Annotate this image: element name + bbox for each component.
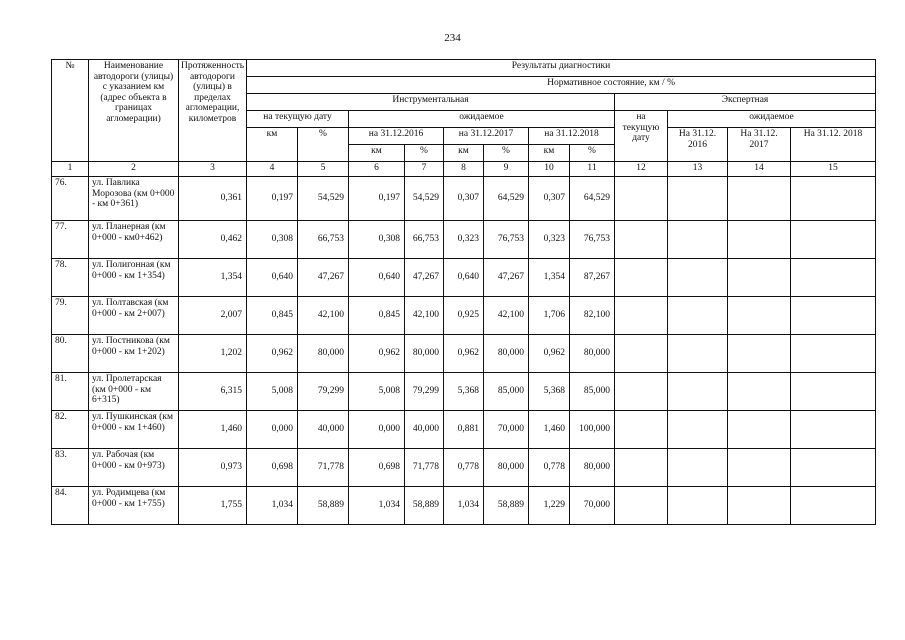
value-cell: 80,000 xyxy=(484,335,529,373)
header-date-2018: на 31.12.2018 xyxy=(529,128,615,145)
value-cell: 0,307 xyxy=(529,177,570,221)
column-number: 9 xyxy=(484,162,529,177)
table-body xyxy=(52,177,876,525)
empty-expert-cell xyxy=(668,221,728,259)
value-cell: 47,267 xyxy=(405,259,444,297)
value-cell: 1,706 xyxy=(529,297,570,335)
value-cell: 1,354 xyxy=(529,259,570,297)
empty-expert-cell xyxy=(728,259,791,297)
column-number-row xyxy=(52,162,876,177)
row-number: 84. xyxy=(52,487,89,525)
value-cell: 64,529 xyxy=(570,177,615,221)
row-number: 76. xyxy=(52,177,89,221)
value-cell: 0,000 xyxy=(349,411,405,449)
road-length: 0,361 xyxy=(179,177,247,221)
column-number: 4 xyxy=(247,162,298,177)
value-cell: 0,307 xyxy=(444,177,484,221)
column-number: 12 xyxy=(615,162,668,177)
value-cell: 85,000 xyxy=(570,373,615,411)
value-cell: 0,640 xyxy=(349,259,405,297)
empty-expert-cell xyxy=(668,335,728,373)
value-cell: 0,323 xyxy=(529,221,570,259)
column-number: 7 xyxy=(405,162,444,177)
road-length: 1,354 xyxy=(179,259,247,297)
empty-expert-cell xyxy=(728,221,791,259)
empty-expert-cell xyxy=(615,177,668,221)
table-row xyxy=(52,221,876,259)
value-cell: 64,529 xyxy=(484,177,529,221)
value-cell: 76,753 xyxy=(484,221,529,259)
empty-expert-cell xyxy=(791,411,876,449)
empty-expert-cell xyxy=(791,487,876,525)
road-name: ул. Рабочая (км 0+000 - км 0+973) xyxy=(89,449,179,487)
header-exp-2016: На 31.12. 2016 xyxy=(668,128,728,162)
value-cell: 0,778 xyxy=(444,449,484,487)
empty-expert-cell xyxy=(791,373,876,411)
row-number: 78. xyxy=(52,259,89,297)
empty-expert-cell xyxy=(615,373,668,411)
empty-expert-cell xyxy=(791,449,876,487)
road-length: 0,973 xyxy=(179,449,247,487)
value-cell: 0,845 xyxy=(349,297,405,335)
empty-expert-cell xyxy=(668,177,728,221)
empty-expert-cell xyxy=(728,411,791,449)
value-cell: 80,000 xyxy=(405,335,444,373)
column-number: 2 xyxy=(89,162,179,177)
value-cell: 71,778 xyxy=(298,449,349,487)
value-cell: 80,000 xyxy=(484,449,529,487)
value-cell: 80,000 xyxy=(298,335,349,373)
header-current-date: на текущую дату xyxy=(247,111,349,128)
value-cell: 5,368 xyxy=(444,373,484,411)
value-cell: 80,000 xyxy=(570,449,615,487)
value-cell: 42,100 xyxy=(484,297,529,335)
empty-expert-cell xyxy=(791,297,876,335)
value-cell: 1,229 xyxy=(529,487,570,525)
header-pct: % xyxy=(570,145,615,162)
header-expert: Экспертная xyxy=(615,94,876,111)
empty-expert-cell xyxy=(615,259,668,297)
value-cell: 80,000 xyxy=(570,335,615,373)
value-cell: 58,889 xyxy=(405,487,444,525)
value-cell: 70,000 xyxy=(484,411,529,449)
column-number: 10 xyxy=(529,162,570,177)
value-cell: 54,529 xyxy=(405,177,444,221)
column-number: 3 xyxy=(179,162,247,177)
header-expected: ожидаемое xyxy=(349,111,615,128)
road-name: ул. Планерная (км 0+000 - км0+462) xyxy=(89,221,179,259)
value-cell: 0,845 xyxy=(247,297,298,335)
table-row xyxy=(52,259,876,297)
road-name: ул. Полигонная (км 0+000 - км 1+354) xyxy=(89,259,179,297)
value-cell: 0,925 xyxy=(444,297,484,335)
value-cell: 100,000 xyxy=(570,411,615,449)
value-cell: 79,299 xyxy=(298,373,349,411)
empty-expert-cell xyxy=(728,487,791,525)
road-length: 6,315 xyxy=(179,373,247,411)
row-number: 79. xyxy=(52,297,89,335)
header-current-date-expert: на текущую дату xyxy=(615,111,668,162)
value-cell: 40,000 xyxy=(298,411,349,449)
value-cell: 0,962 xyxy=(529,335,570,373)
table-row xyxy=(52,411,876,449)
empty-expert-cell xyxy=(668,449,728,487)
value-cell: 0,698 xyxy=(247,449,298,487)
empty-expert-cell xyxy=(615,335,668,373)
column-number: 8 xyxy=(444,162,484,177)
header-pct: % xyxy=(405,145,444,162)
table-row xyxy=(52,449,876,487)
road-name: ул. Постникова (км 0+000 - км 1+202) xyxy=(89,335,179,373)
empty-expert-cell xyxy=(615,411,668,449)
value-cell: 47,267 xyxy=(298,259,349,297)
empty-expert-cell xyxy=(668,411,728,449)
column-number: 13 xyxy=(668,162,728,177)
header-km: км xyxy=(444,145,484,162)
value-cell: 0,308 xyxy=(349,221,405,259)
road-name: ул. Полтавская (км 0+000 - км 2+007) xyxy=(89,297,179,335)
header-results: Результаты диагностики xyxy=(247,60,876,77)
empty-expert-cell xyxy=(615,487,668,525)
header-pct: % xyxy=(484,145,529,162)
road-name: ул. Павлика Морозова (км 0+000 - км 0+361) xyxy=(89,177,179,221)
table-header xyxy=(52,60,876,177)
column-number: 6 xyxy=(349,162,405,177)
value-cell: 40,000 xyxy=(405,411,444,449)
value-cell: 79,299 xyxy=(405,373,444,411)
header-date-2016: на 31.12.2016 xyxy=(349,128,444,145)
empty-expert-cell xyxy=(668,297,728,335)
column-number: 5 xyxy=(298,162,349,177)
value-cell: 0,323 xyxy=(444,221,484,259)
value-cell: 76,753 xyxy=(570,221,615,259)
value-cell: 0,000 xyxy=(247,411,298,449)
empty-expert-cell xyxy=(615,221,668,259)
row-number: 80. xyxy=(52,335,89,373)
header-normative: Нормативное состояние, км / % xyxy=(247,77,876,94)
header-date-2017: на 31.12.2017 xyxy=(444,128,529,145)
empty-expert-cell xyxy=(615,449,668,487)
value-cell: 54,529 xyxy=(298,177,349,221)
value-cell: 0,962 xyxy=(444,335,484,373)
value-cell: 0,197 xyxy=(247,177,298,221)
row-number: 82. xyxy=(52,411,89,449)
value-cell: 1,034 xyxy=(349,487,405,525)
empty-expert-cell xyxy=(668,487,728,525)
value-cell: 1,034 xyxy=(444,487,484,525)
value-cell: 0,197 xyxy=(349,177,405,221)
empty-expert-cell xyxy=(728,297,791,335)
value-cell: 85,000 xyxy=(484,373,529,411)
column-number: 15 xyxy=(791,162,876,177)
road-length: 1,460 xyxy=(179,411,247,449)
table-row xyxy=(52,487,876,525)
page-number: 234 xyxy=(444,32,461,44)
value-cell: 0,698 xyxy=(349,449,405,487)
empty-expert-cell xyxy=(791,335,876,373)
value-cell: 70,000 xyxy=(570,487,615,525)
header-exp-2018: На 31.12. 2018 xyxy=(791,128,876,162)
header-exp-2017: На 31.12. 2017 xyxy=(728,128,791,162)
value-cell: 5,008 xyxy=(247,373,298,411)
empty-expert-cell xyxy=(728,449,791,487)
header-km: км xyxy=(349,145,405,162)
value-cell: 58,889 xyxy=(484,487,529,525)
road-length: 0,462 xyxy=(179,221,247,259)
value-cell: 0,881 xyxy=(444,411,484,449)
empty-expert-cell xyxy=(668,259,728,297)
value-cell: 66,753 xyxy=(298,221,349,259)
value-cell: 1,034 xyxy=(247,487,298,525)
value-cell: 5,008 xyxy=(349,373,405,411)
value-cell: 82,100 xyxy=(570,297,615,335)
value-cell: 42,100 xyxy=(298,297,349,335)
road-length: 1,755 xyxy=(179,487,247,525)
value-cell: 5,368 xyxy=(529,373,570,411)
column-number: 1 xyxy=(52,162,89,177)
value-cell: 71,778 xyxy=(405,449,444,487)
road-name: ул. Пролетарская (км 0+000 - км 6+315) xyxy=(89,373,179,411)
table-row xyxy=(52,335,876,373)
empty-expert-cell xyxy=(791,259,876,297)
diagnostics-table xyxy=(51,59,876,525)
empty-expert-cell xyxy=(615,297,668,335)
empty-expert-cell xyxy=(791,177,876,221)
header-length: Протяженность автодороги (улицы) в пределах агломерации, километров xyxy=(179,60,247,162)
header-km: км xyxy=(529,145,570,162)
header-no: № xyxy=(52,60,89,162)
value-cell: 0,778 xyxy=(529,449,570,487)
empty-expert-cell xyxy=(728,177,791,221)
row-number: 77. xyxy=(52,221,89,259)
value-cell: 87,267 xyxy=(570,259,615,297)
table-row xyxy=(52,373,876,411)
value-cell: 0,308 xyxy=(247,221,298,259)
value-cell: 0,640 xyxy=(247,259,298,297)
value-cell: 0,962 xyxy=(247,335,298,373)
road-name: ул. Пушкинская (км 0+000 - км 1+460) xyxy=(89,411,179,449)
value-cell: 47,267 xyxy=(484,259,529,297)
empty-expert-cell xyxy=(791,221,876,259)
empty-expert-cell xyxy=(668,373,728,411)
value-cell: 0,962 xyxy=(349,335,405,373)
header-pct: % xyxy=(298,128,349,162)
header-km: км xyxy=(247,128,298,162)
empty-expert-cell xyxy=(728,373,791,411)
road-length: 2,007 xyxy=(179,297,247,335)
road-length: 1,202 xyxy=(179,335,247,373)
header-instrumental: Инструментальная xyxy=(247,94,615,111)
empty-expert-cell xyxy=(728,335,791,373)
header-name: Наименование автодороги (улицы) с указанием км (адрес объекта в границах агломерации) xyxy=(89,60,179,162)
column-number: 14 xyxy=(728,162,791,177)
value-cell: 1,460 xyxy=(529,411,570,449)
row-number: 83. xyxy=(52,449,89,487)
value-cell: 42,100 xyxy=(405,297,444,335)
header-expected-expert: ожидаемое xyxy=(668,111,876,128)
value-cell: 0,640 xyxy=(444,259,484,297)
value-cell: 58,889 xyxy=(298,487,349,525)
value-cell: 66,753 xyxy=(405,221,444,259)
table-row xyxy=(52,177,876,221)
column-number: 11 xyxy=(570,162,615,177)
row-number: 81. xyxy=(52,373,89,411)
table-row xyxy=(52,297,876,335)
road-name: ул. Родимцева (км 0+000 - км 1+755) xyxy=(89,487,179,525)
